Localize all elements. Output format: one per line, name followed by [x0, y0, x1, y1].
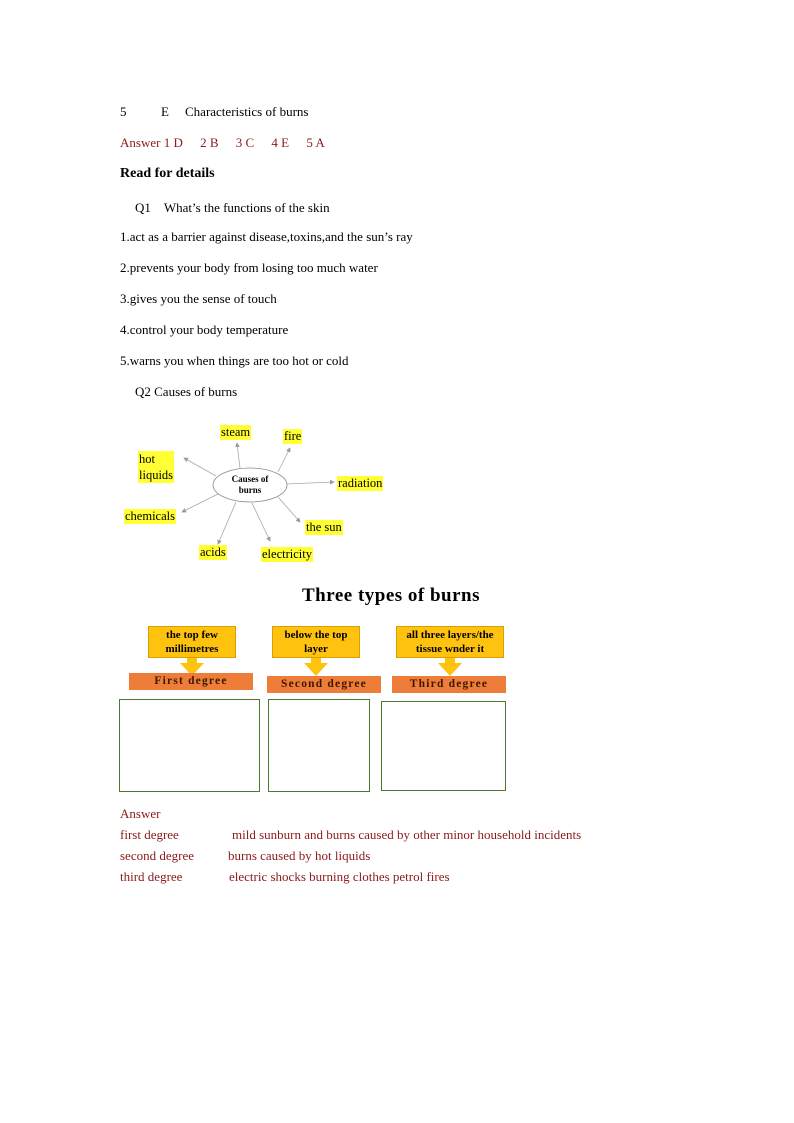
third-degree-desc-line: all three layers/the: [406, 629, 494, 641]
q1-title: Q1 What’s the functions of the skin: [135, 200, 330, 215]
causes-center-label: Causes of: [231, 474, 269, 484]
second-degree-desc-line: layer: [304, 643, 328, 655]
answer2-desc: electric shocks burning clothes petrol fires: [229, 869, 450, 884]
second-degree-desc: [272, 626, 360, 658]
cause-hot-liquids: [138, 451, 174, 483]
third-degree-desc: [396, 626, 504, 658]
cause-fire: fire: [284, 429, 302, 443]
third-degree-desc-line: tissue wnder it: [415, 643, 485, 655]
answer-item: 2 B: [200, 135, 219, 150]
cause-acids: acids: [200, 545, 226, 559]
cause-radiation: radiation: [338, 476, 383, 490]
third-degree-arrow: [438, 663, 462, 676]
answer-item: 4 E: [271, 135, 290, 150]
cause-hot: hot: [139, 452, 155, 466]
first-degree-answer-box[interactable]: [119, 699, 260, 792]
q1-item: 4.control your body temperature: [120, 322, 289, 337]
first-degree-label: First degree: [129, 673, 253, 690]
third-degree-label: Third degree: [392, 676, 506, 693]
causes-center-label: burns: [238, 485, 262, 495]
header-letter: E: [161, 104, 169, 119]
answer-label: Answer: [120, 135, 161, 150]
second-degree-arrow: [304, 663, 328, 676]
cause-chemicals: chemicals: [125, 509, 175, 523]
q2-title: Q2 Causes of burns: [135, 384, 238, 399]
header-number: 5: [120, 104, 127, 119]
arrow-steam: [237, 443, 240, 468]
answer-item: 1 D: [163, 135, 183, 150]
header-text: Characteristics of burns: [185, 104, 309, 119]
first-degree-desc-line: the top few: [166, 629, 218, 641]
arrow-the-sun: [278, 497, 300, 522]
q1-item: 1.act as a barrier against disease,toxins,and the sun’s ray: [120, 229, 413, 244]
answer2-term: third degree: [120, 869, 183, 884]
arrow-acids: [218, 502, 236, 544]
arrow-electricity: [252, 503, 270, 541]
answer2-desc: mild sunburn and burns caused by other minor household incidents: [232, 827, 582, 842]
answer2-term: second degree: [120, 848, 194, 863]
answer2-term: first degree: [120, 827, 179, 842]
cause-electricity: electricity: [262, 547, 312, 561]
cause-liquids: liquids: [139, 468, 174, 482]
second-degree-answer-box[interactable]: [268, 699, 370, 792]
q1-item: 5.warns you when things are too hot or cold: [120, 353, 349, 368]
cause-steam: steam: [221, 425, 251, 439]
arrow-hot-liquids: [184, 458, 216, 476]
arrow-chemicals: [182, 494, 218, 512]
cause-the-sun: the sun: [306, 520, 342, 534]
arrow-radiation: [286, 482, 334, 484]
answer2-desc: burns caused by hot liquids: [228, 848, 371, 863]
section-title: Read for details: [120, 166, 215, 181]
first-degree-desc-line: millimetres: [165, 643, 219, 655]
answer2-label: Answer: [120, 806, 161, 821]
third-degree-answer-box[interactable]: [381, 701, 506, 791]
q1-item: 3.gives you the sense of touch: [120, 291, 277, 306]
q1-item: 2.prevents your body from losing too much water: [120, 260, 378, 275]
answer-item: 3 C: [235, 135, 255, 150]
second-degree-desc-line: below the top: [284, 629, 348, 641]
first-degree-desc: [148, 626, 236, 658]
second-degree-label: Second degree: [267, 676, 381, 693]
answer-item: 5 A: [306, 135, 325, 150]
burns-title: Three types of burns: [302, 585, 481, 606]
arrow-fire: [278, 448, 290, 472]
